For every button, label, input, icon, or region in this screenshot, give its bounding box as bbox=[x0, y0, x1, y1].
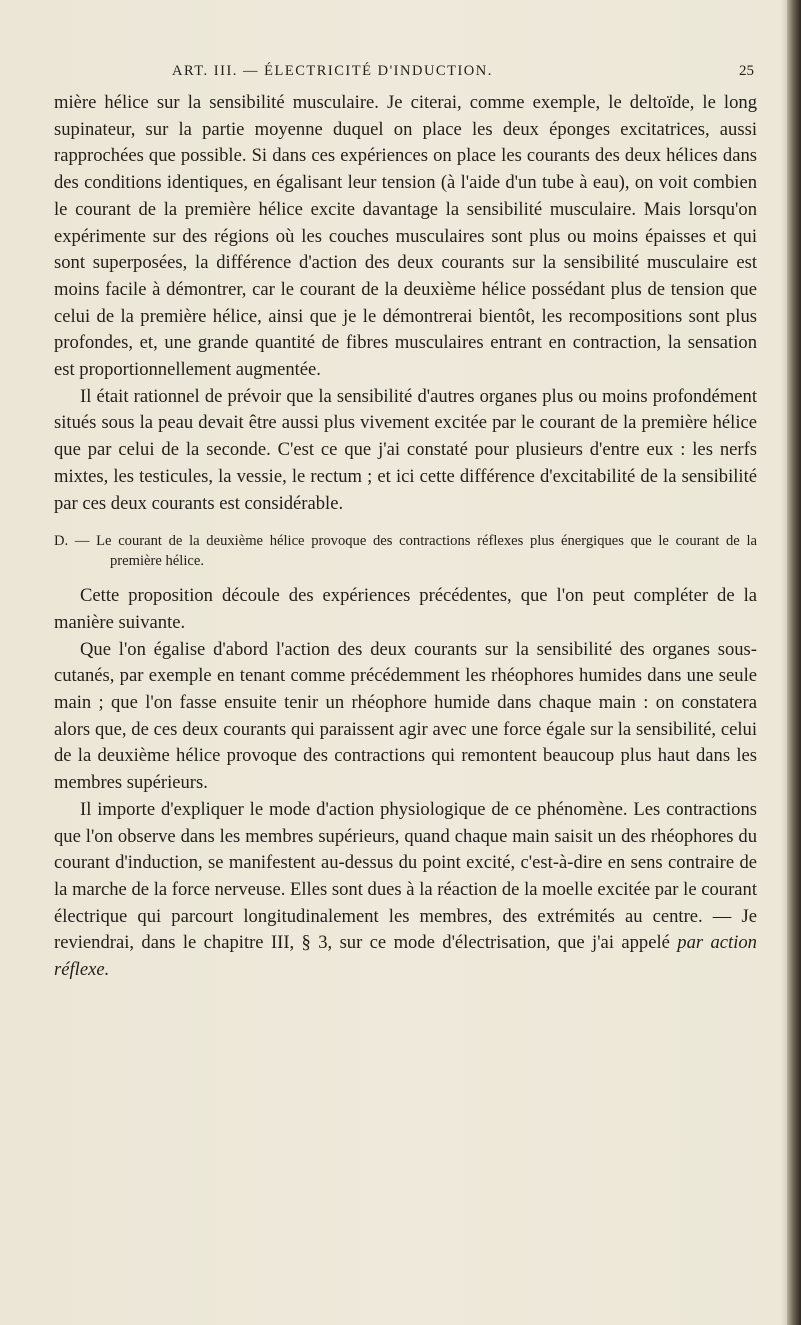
body-text bbox=[54, 90, 757, 984]
proposition-d-text: D. — Le courant de la deuxième hélice provoque des contractions réflexes plus énergiques que le courant de la première hélice. bbox=[54, 533, 757, 570]
page-number: 25 bbox=[739, 63, 754, 79]
paragraph-1: mière hélice sur la sensibilité musculaire. Je citerai, comme exemple, le deltoïde, le long supinateur, sur la partie moyenne duquel on place les deux éponges excitatrices, aussi rapprochées que possible. Si dans ces expériences on place les courants des deux hélices dans des conditions identiques, en égalisant leur tension (à l'aide d'un tube à eau), on voit combien le courant de la première hélice excite davantage la sensibilité musculaire. Mais lorsqu'on expérimente sur des régions où les couches musculaires sont plus ou moins épaisses et qui sont superposées, la différence d'action des deux courants sur la sensibilité musculaire est moins facile à démontrer, car le courant de la deuxième hélice possédant plus de tension que celui de la première hélice, ainsi que je le démontrerai bientôt, les recompositions sont plus profondes, et, une grande quantité de fibres musculaires entrant en contraction, la sensation est proportionnellement augmentée. bbox=[54, 92, 757, 381]
paragraph-5 bbox=[54, 797, 757, 984]
paragraph-4: Que l'on égalise d'abord l'action des deux courants sur la sensibilité des organes sous-cutanés, par exemple en tenant comme précédemment les rhéophores humides dans une seule main ; que l'on fasse ensuite tenir un rhéophore humide dans chaque main : on constatera alors que, de ces deux courants qui paraissent agir avec une force égale sur la sensibilité, celui de la deuxième hélice provoque des contractions qui remontent beaucoup plus haut dans les membres supérieurs. bbox=[54, 638, 757, 794]
book-binding-edge bbox=[787, 0, 801, 1325]
running-header bbox=[54, 63, 754, 87]
running-title: ART. III. — ÉLECTRICITÉ D'INDUCTION. bbox=[172, 63, 493, 79]
paragraph-5-italic: par action réflexe. bbox=[54, 932, 757, 981]
paragraph-3: Cette proposition découle des expériences précédentes, que l'on peut compléter de la manière suivante. bbox=[54, 585, 757, 633]
paragraph-2: Il était rationnel de prévoir que la sensibilité d'autres organes plus ou moins profondément situés sous la peau devait être aussi plus vivement excitée par le courant de la première hélice que par celui de la seconde. C'est ce que j'ai constaté pour plusieurs d'entre eux : les nerfs mixtes, les testicules, la vessie, le rectum ; et ici cette différence d'excitabilité de la sensibilité par ces deux courants est considérable. bbox=[54, 385, 757, 514]
paragraph-5-text: Il importe d'expliquer le mode d'action physiologique de ce phénomène. Les contractions que l'on observe dans les membres supérieurs, quand chaque main saisit un des rhéophores du courant d'induction, se manifestent au-dessus du point excité, c'est-à-dire en sens contraire de la marche de la force nerveuse. Elles sont dues à la réaction de la moelle excitée par le courant électrique qui parcourt longitudinalement les membres, des extrémités au centre. — Je reviendrai, dans le chapitre III, § 3, sur ce mode d'électrisation, que j'ai appelé bbox=[54, 798, 757, 954]
proposition-d bbox=[54, 531, 757, 571]
